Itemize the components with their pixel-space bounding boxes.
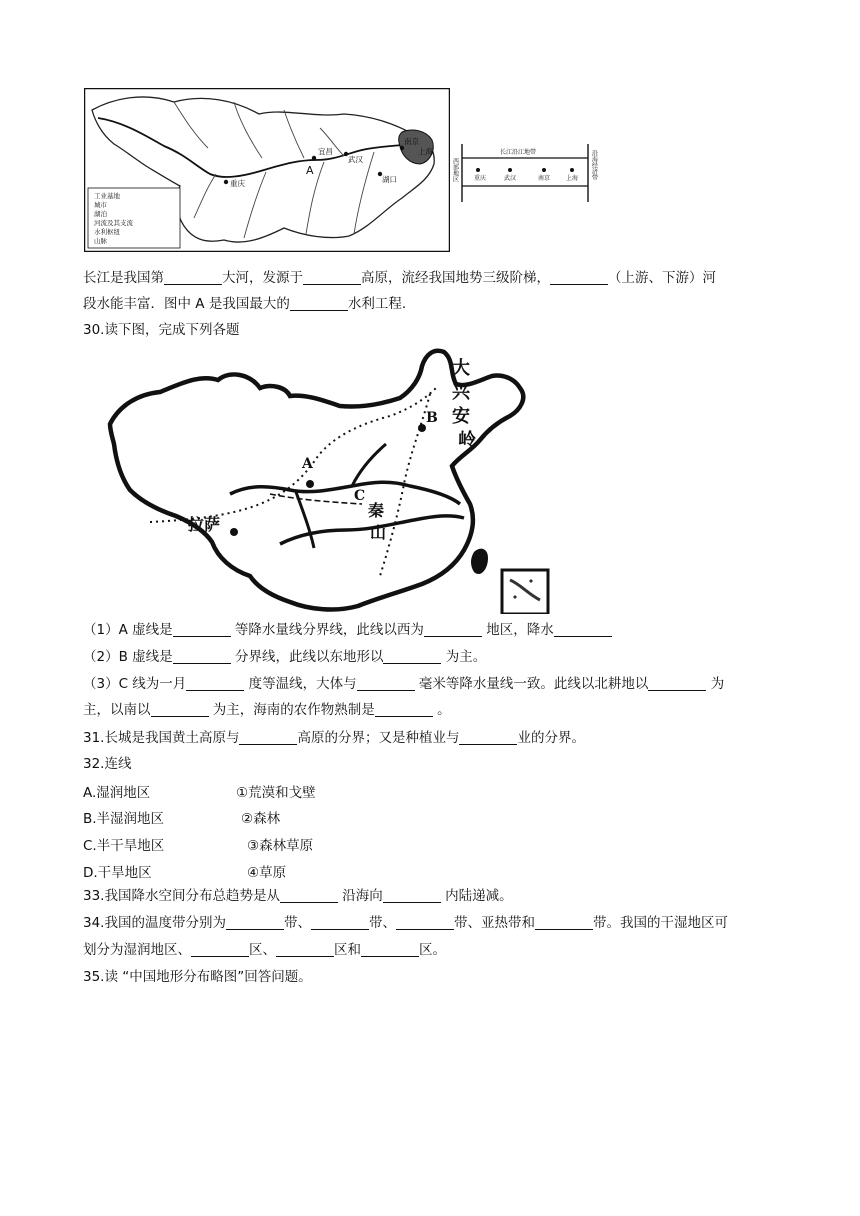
label-lhasa: 拉萨 xyxy=(188,515,221,534)
q31-text: 31.长城是我国黄土高原与 xyxy=(83,730,240,746)
q30-text: 分界线，此线以东地形以 xyxy=(230,649,384,665)
q30-text: 度等温线，大体与 xyxy=(244,676,357,692)
q34-text: 带、亚热带和 xyxy=(453,915,535,931)
belt-city: 上海 xyxy=(566,175,579,182)
answer-blank[interactable] xyxy=(550,270,608,285)
q30-text: （2）B 虚线是 xyxy=(83,649,173,665)
answer-blank[interactable] xyxy=(459,730,517,745)
q30-text: （3）C 线为一月 xyxy=(83,676,187,692)
answer-blank[interactable] xyxy=(303,270,361,285)
map-label-a: A xyxy=(306,164,314,177)
belt-right-label: 沿海经济带 xyxy=(590,150,598,180)
q30-sub2 xyxy=(83,647,486,667)
q34-text: 划分为湿润地区、 xyxy=(83,942,191,958)
match-left-a[interactable]: A.湿润地区 xyxy=(83,785,151,801)
q34-text: 34.我国的温度带分别为 xyxy=(83,915,226,931)
belt-title: 长江沿江地带 xyxy=(500,149,537,156)
q30-sub4 xyxy=(83,700,451,720)
match-right-4[interactable]: ④草原 xyxy=(247,865,287,881)
answer-blank[interactable] xyxy=(173,622,231,637)
answer-blank[interactable] xyxy=(383,649,441,664)
label-xing: 兴 xyxy=(452,382,470,403)
q30-text: 地区，降水 xyxy=(481,622,554,638)
answer-blank[interactable] xyxy=(191,942,249,957)
answer-blank[interactable] xyxy=(648,676,706,691)
map-label-hukou: 湖口 xyxy=(382,175,397,184)
map-label-wuhan: 武汉 xyxy=(348,155,363,164)
legend-item: 山脉 xyxy=(94,237,107,245)
answer-blank[interactable] xyxy=(280,888,338,903)
q30-sub1 xyxy=(83,620,612,640)
q34-text: 区、 xyxy=(249,942,276,958)
legend-item: 工业基地 xyxy=(94,192,120,200)
q31-text: 业的分界。 xyxy=(517,730,585,746)
belt-city: 武汉 xyxy=(504,175,517,182)
q29-text: （上游、下游）河 xyxy=(608,270,716,286)
answer-blank[interactable] xyxy=(383,888,441,903)
q32-title: 32.连线 xyxy=(83,756,132,772)
q30-text: 等降水量线分界线，此线以西为 xyxy=(230,622,424,638)
answer-blank[interactable] xyxy=(311,915,369,930)
economic-belt-diagram xyxy=(452,140,612,206)
belt-city: 重庆 xyxy=(474,175,487,182)
q29-text: 段水能丰富．图中 A 是我国最大的 xyxy=(83,296,290,312)
legend-item: 河流及其支流 xyxy=(94,219,133,227)
q34-text: 带、 xyxy=(368,915,396,931)
q30-title: 30.读下图，完成下列各题 xyxy=(83,322,240,338)
match-right-1[interactable]: ①荒漠和戈壁 xyxy=(236,785,316,801)
q30-text: 主，以南以 xyxy=(83,702,151,718)
china-map-figure xyxy=(100,344,552,614)
match-left-c[interactable]: C.半干旱地区 xyxy=(83,838,165,854)
q29-line2 xyxy=(83,294,406,314)
china-map xyxy=(100,344,552,614)
q29-text: 大河，发源于 xyxy=(222,270,303,286)
match-right-3[interactable]: ③森林草原 xyxy=(247,838,314,854)
label-b: B xyxy=(426,410,438,426)
economic-belt-figure xyxy=(452,140,612,206)
q34-line2 xyxy=(83,940,446,960)
q33-text: 33.我国降水空间分布总趋势是从 xyxy=(83,888,280,904)
belt-left-label: 西部地区 xyxy=(452,158,459,182)
answer-blank[interactable] xyxy=(396,915,454,930)
q34-text: 带、 xyxy=(283,915,311,931)
q31 xyxy=(83,728,585,748)
match-left-d[interactable]: D.干旱地区 xyxy=(83,865,152,881)
legend-item: 湖泊 xyxy=(94,210,107,218)
map-label-shanghai: 上海 xyxy=(418,147,433,156)
map-label-yichang: 宜昌 xyxy=(318,147,333,156)
q29-line1 xyxy=(83,268,716,288)
legend-item: 城市 xyxy=(94,201,107,209)
answer-blank[interactable] xyxy=(239,730,297,745)
map-label-nanjing: 南京 xyxy=(404,137,419,146)
match-right-2[interactable]: ②森林 xyxy=(241,811,281,827)
q30-text: 毫米等降水量线一致。此线以北耕地以 xyxy=(414,676,649,692)
answer-blank[interactable] xyxy=(164,270,222,285)
answer-blank[interactable] xyxy=(554,622,612,637)
label-an: 安 xyxy=(452,406,470,427)
label-da: 大 xyxy=(452,358,470,379)
q30-text: 为 xyxy=(706,676,725,692)
q30-text: 。 xyxy=(432,702,451,718)
q30-text: 为主。 xyxy=(441,649,487,665)
answer-blank[interactable] xyxy=(290,296,348,311)
q30-text: 为主，海南的农作物熟制是 xyxy=(208,702,375,718)
label-shan: 山 xyxy=(370,523,387,542)
yangtze-map xyxy=(84,88,450,252)
q34-line1 xyxy=(83,913,728,933)
answer-blank[interactable] xyxy=(424,622,482,637)
answer-blank[interactable] xyxy=(226,915,284,930)
q29-text: 水利工程. xyxy=(347,296,407,312)
q33-text: 沿海向 xyxy=(337,888,383,904)
label-c: C xyxy=(354,488,366,504)
q30-sub3 xyxy=(83,674,724,694)
answer-blank[interactable] xyxy=(186,676,244,691)
q31-text: 高原的分界；又是种植业与 xyxy=(297,730,460,746)
label-qin: 秦 xyxy=(368,501,385,520)
map-label-chongqing: 重庆 xyxy=(230,179,245,188)
q34-text: 区和 xyxy=(334,942,361,958)
q34-text: 区。 xyxy=(419,942,446,958)
q29-text: 长江是我国第 xyxy=(83,270,164,286)
q30-text: （1）A 虚线是 xyxy=(83,622,173,638)
answer-blank[interactable] xyxy=(276,942,334,957)
q33-text: 内陆递减。 xyxy=(440,888,513,904)
q35: 35.读 “中国地形分布略图”回答问题。 xyxy=(83,969,312,985)
answer-blank[interactable] xyxy=(357,676,415,691)
answer-blank[interactable] xyxy=(151,702,209,717)
answer-blank[interactable] xyxy=(173,649,231,664)
q34-text: 带。我国的干湿地区可 xyxy=(592,915,728,931)
yangtze-map-figure xyxy=(84,88,450,252)
label-ling: 岭 xyxy=(458,430,476,451)
q29-text: 高原，流经我国地势三级阶梯， xyxy=(361,270,550,286)
legend-item: 水利枢纽 xyxy=(94,228,120,236)
answer-blank[interactable] xyxy=(361,942,419,957)
belt-city: 南京 xyxy=(538,175,551,182)
q33 xyxy=(83,886,513,906)
label-a: A xyxy=(302,456,313,472)
answer-blank[interactable] xyxy=(375,702,433,717)
answer-blank[interactable] xyxy=(535,915,593,930)
match-left-b[interactable]: B.半湿润地区 xyxy=(83,811,165,827)
